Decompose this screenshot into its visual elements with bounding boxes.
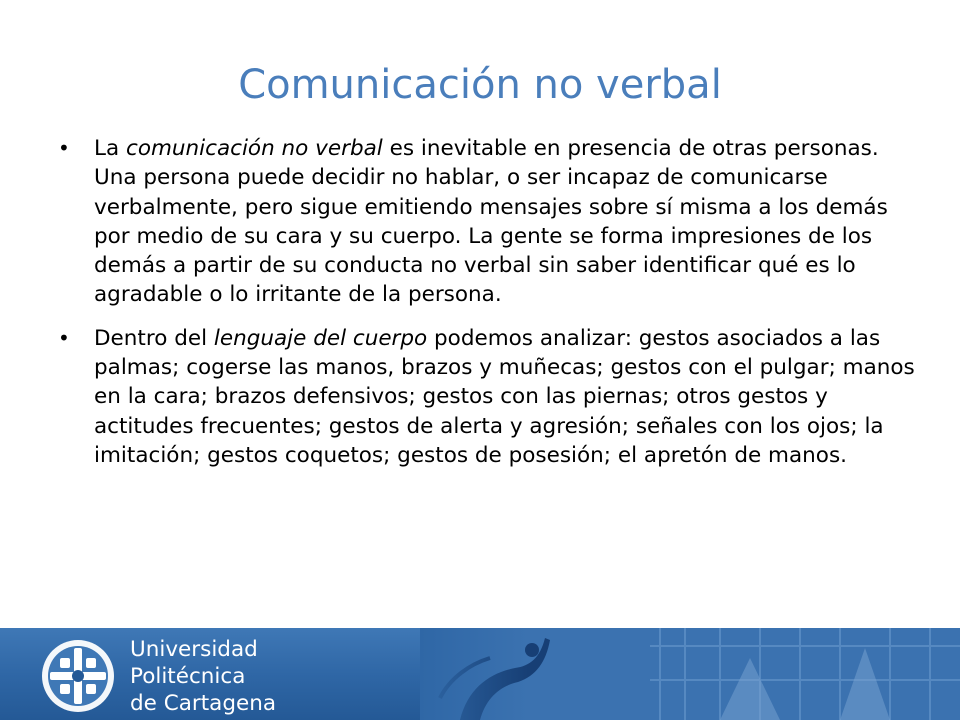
university-seal-icon — [40, 638, 116, 714]
slide-title: Comunicación no verbal — [238, 62, 722, 108]
university-name-line: Politécnica — [130, 664, 246, 689]
university-name-line: de Cartagena — [130, 691, 277, 716]
university-name — [130, 636, 276, 717]
bullet-text-pre: Dentro del — [94, 325, 214, 351]
slide-body — [58, 134, 918, 484]
building-sculpture-photo — [420, 628, 960, 720]
bullet-text-emphasis: lenguaje del cuerpo — [213, 325, 428, 351]
footer-band — [0, 628, 960, 720]
bullet-text-post: es inevitable en presencia de otras personas. Una persona puede decidir no hablar, o ser incapaz de comunicarse verbalmente, pero sigue emitiendo mensajes sobre sí misma a los demás por medio de su cara y su cuerpo. La gente se forma impresiones de los demás a partir de su conducta no verbal sin saber identificar qué es lo agradable o lo irritante de la persona. — [94, 136, 888, 308]
bullet-dot: • — [58, 325, 70, 350]
bullet-text-post: podemos analizar: gestos asociados a las palmas; cogerse las manos, brazos y muñecas; gestos con el pulgar; manos en la cara; brazos defensivos; gestos con las piernas; otros gestos y actitudes frecuentes; gestos de alerta y agresión; señales con los ojos; la imitación; gestos coquetos; gestos de posesión; el apretón de manos. — [94, 325, 915, 468]
university-name-line: Universidad — [130, 637, 258, 662]
bullet-item — [58, 324, 918, 470]
bullet-text-emphasis: comunicación no verbal — [126, 136, 383, 161]
bullet-dot: • — [58, 136, 70, 160]
bullet-text — [94, 326, 915, 468]
bullet-text — [94, 136, 888, 307]
bullet-text-pre: La — [94, 136, 126, 161]
bullet-item — [58, 134, 918, 310]
